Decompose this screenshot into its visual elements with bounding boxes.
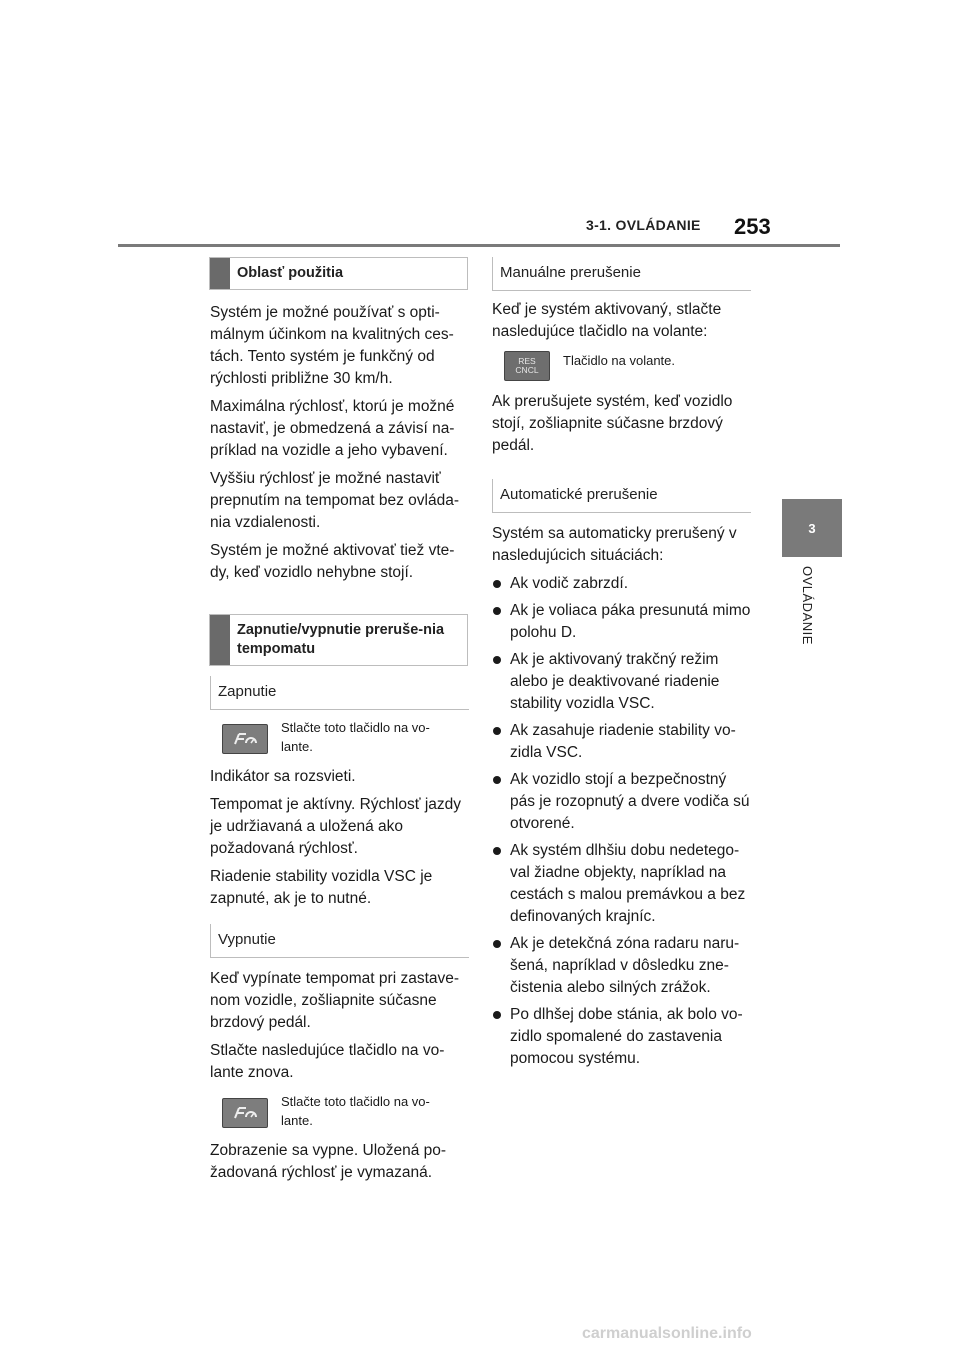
list-item: Ak vozidlo stojí a bezpečnostný pás je rozopnutý a dvere vodiča sú otvorené.	[492, 769, 752, 835]
res-cncl-button-icon	[504, 351, 550, 381]
usage-section-heading	[209, 257, 468, 290]
manual-title: Manuálne prerušenie	[500, 264, 641, 281]
list-item: Ak je aktivovaný trakčný režim alebo je deaktivované riadenie stability vozidla VSC.	[492, 649, 752, 715]
usage-para-4: Systém je možné aktivovať tiež vte-dy, keď vozidlo nehybne stojí.	[210, 542, 455, 581]
bullet-icon	[493, 580, 501, 588]
bullet-icon	[493, 607, 501, 615]
cruise-control-button-icon	[222, 724, 268, 754]
res-button-row	[504, 351, 752, 381]
manual-para-2: Ak prerušujete systém, keď vozidlo stojí, zošliapnite súčasne brzdový pedál.	[492, 393, 733, 454]
off-final-para: Zobrazenie sa vypne. Uložená po-žadovaná rýchlosť je vymazaná.	[210, 1142, 447, 1181]
bullet-icon	[493, 656, 501, 664]
res-label: RES	[518, 356, 536, 366]
on-subheading	[210, 676, 469, 710]
bullet-icon	[493, 1011, 501, 1019]
watermark: carmanualsonline.info	[582, 1325, 752, 1342]
off-subheading	[210, 924, 469, 958]
onoff-section-heading	[209, 614, 468, 666]
off-title: Vypnutie	[218, 931, 276, 948]
list-item: Ak je voliaca páka presunutá mimo polohu D.	[492, 600, 752, 644]
chapter-label: OVLÁDANIE	[800, 566, 815, 645]
on-button-text: Stlačte toto tlačidlo na vo-lante.	[281, 720, 430, 754]
list-item: Po dlhšej dobe stánia, ak bolo vo-zidlo spomalené do zastavenia pomocou systému.	[492, 1004, 752, 1070]
chapter-number: 3	[808, 520, 816, 536]
manual-para: Keď je systém aktivovaný, stlačte nasledujúce tlačidlo na volante:	[492, 301, 722, 340]
heading-bar	[210, 258, 230, 289]
auto-subheading	[492, 479, 751, 513]
on-button-row	[222, 718, 470, 756]
off-para-1: Keď vypínate tempomat pri zastave-nom vozidle, zošliapnite súčasne brzdový pedál.	[210, 970, 460, 1031]
bullet-icon	[493, 727, 501, 735]
usage-para-3: Vyššiu rýchlosť je možné nastaviť prepnutím na tempomat bez ovláda-nia vzdialenosti.	[210, 470, 459, 531]
off-para-2: Stlačte nasledujúce tlačidlo na vo-lante znova.	[210, 1042, 445, 1081]
onoff-title: Zapnutie/vypnutie preruše-nia tempomatu	[237, 622, 445, 657]
left-column	[210, 257, 470, 1190]
auto-para: Systém sa automaticky prerušený v nasledujúcich situáciách:	[492, 525, 737, 564]
usage-para-2: Maximálna rýchlosť, ktorú je možné nastaviť, je obmedzená a závisí na-príklad na vozidle a jeho vybavení.	[210, 398, 455, 459]
on-title: Zapnutie	[218, 683, 277, 700]
off-button-text: Stlačte toto tlačidlo na vo-lante.	[281, 1094, 430, 1128]
bullet-icon	[493, 776, 501, 784]
list-item: Ak systém dlhšiu dobu nedetego-val žiadne objekty, napríklad na cestách s malou premávkou a bez definovaných krajníc.	[492, 840, 752, 928]
on-para-1: Indikátor sa rozsvieti.	[210, 768, 356, 785]
bullet-icon	[493, 847, 501, 855]
auto-title: Automatické prerušenie	[500, 486, 658, 503]
auto-list	[492, 573, 752, 1070]
right-column	[492, 257, 752, 1075]
manual-subheading	[492, 257, 751, 291]
list-item: Ak je detekčná zóna radaru naru-šená, napríklad v dôsledku zne-čistenia alebo silných zrážok.	[492, 933, 752, 999]
usage-title: Oblasť použitia	[237, 265, 344, 281]
chapter-tab[interactable]	[782, 499, 842, 557]
bullet-icon	[493, 940, 501, 948]
page-number: 253	[734, 214, 771, 239]
off-button-row	[222, 1092, 470, 1130]
header-rule	[118, 244, 840, 247]
list-item: Ak vodič zabrzdí.	[492, 573, 752, 595]
usage-para-1: Systém je možné používať s opti-málnym účinkom na kvalitných ces-tách. Tento systém je funkčný od rýchlosti približne 30 km/h.	[210, 304, 454, 387]
on-para-2: Tempomat je aktívny. Rýchlosť jazdy je udržiavaná a uložená ako požadovaná rýchlosť.	[210, 796, 462, 857]
cncl-label: CNCL	[515, 365, 539, 375]
section-title: 3-1. OVLÁDANIE	[586, 217, 701, 233]
list-item: Ak zasahuje riadenie stability vo-zidla VSC.	[492, 720, 752, 764]
res-button-text: Tlačidlo na volante.	[563, 353, 676, 368]
on-para-3: Riadenie stability vozidla VSC je zapnuté, ak je to nutné.	[210, 868, 433, 907]
cruise-control-button-icon	[222, 1098, 268, 1128]
heading-bar	[210, 615, 230, 665]
